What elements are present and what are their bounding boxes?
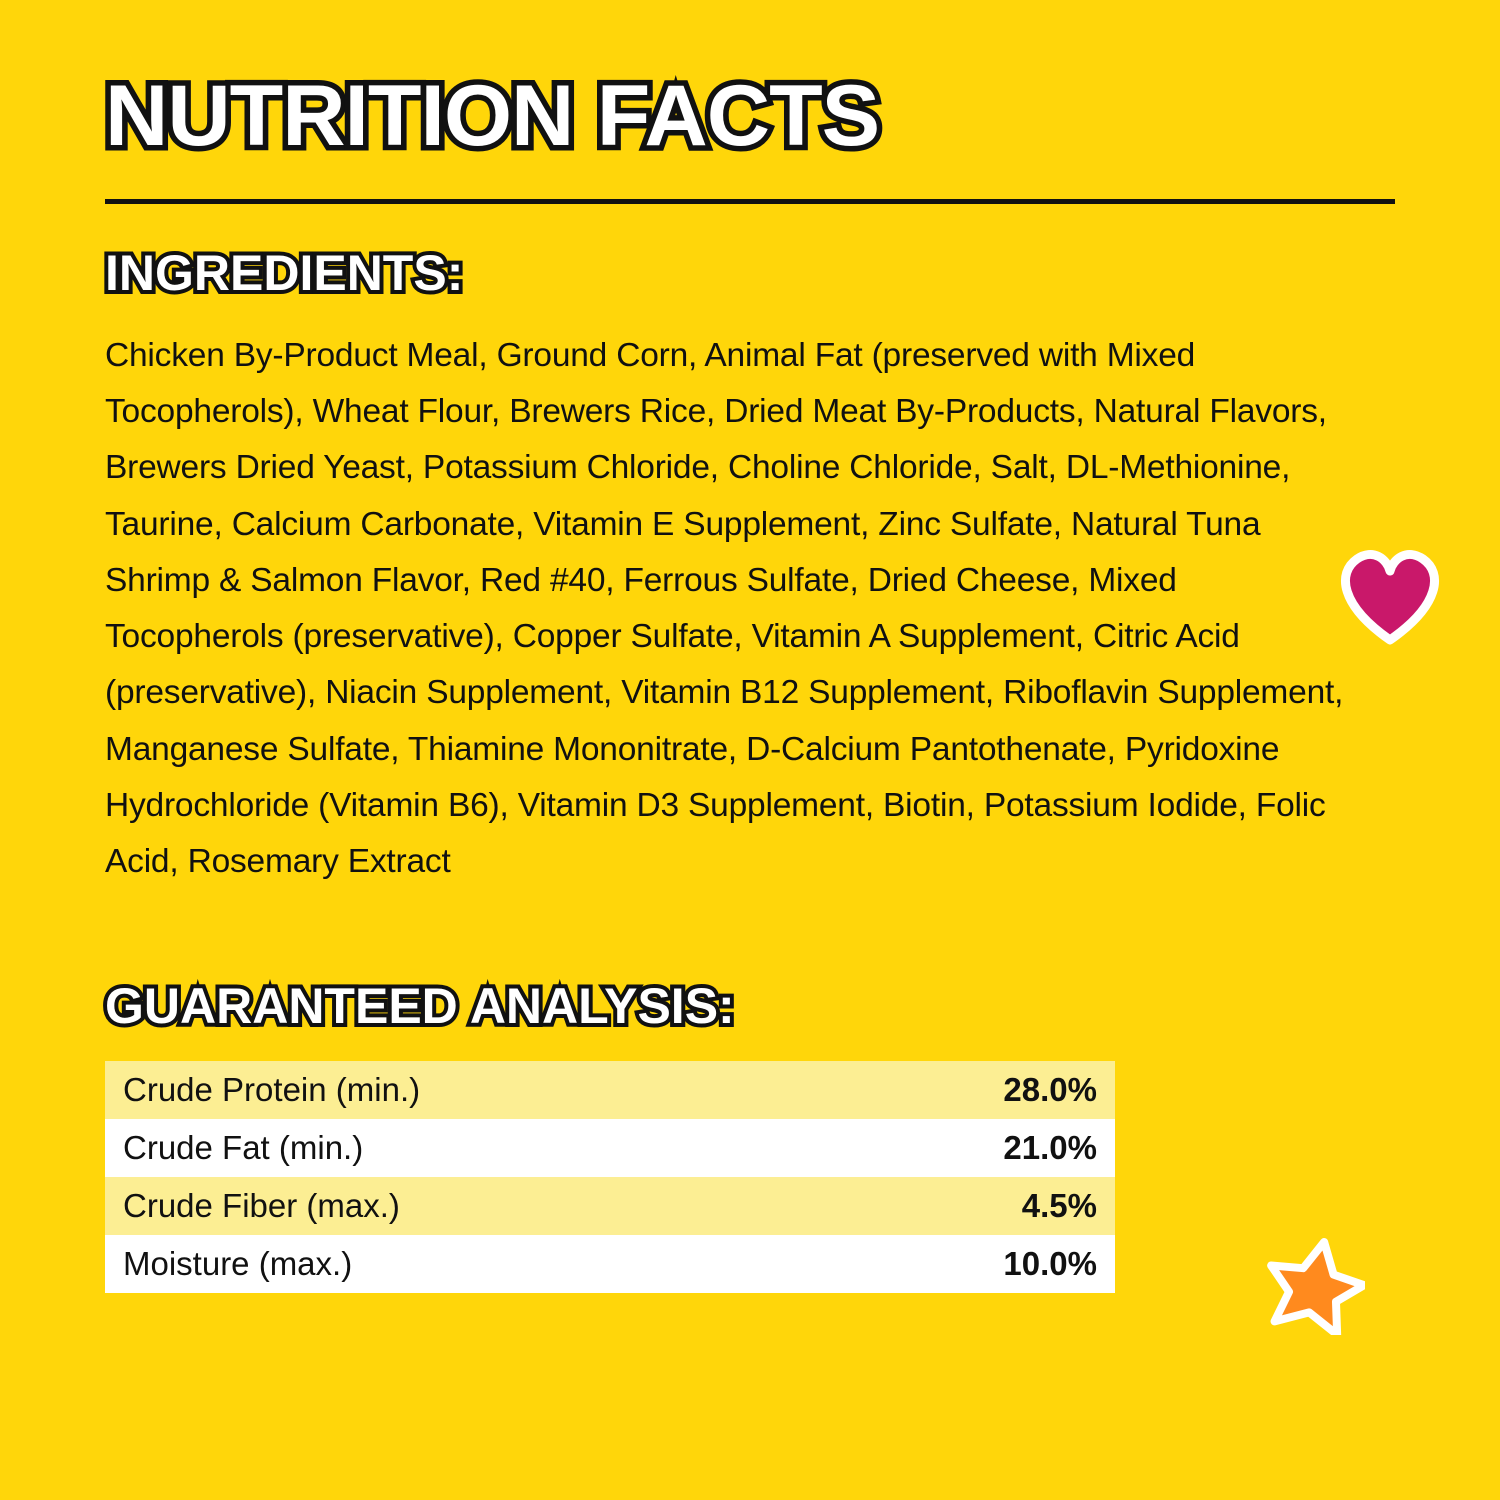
analysis-label: Crude Protein (min.) [123, 1070, 421, 1108]
title-divider [105, 199, 1395, 204]
table-row [105, 1177, 1115, 1235]
page-title: NUTRITION FACTS [105, 68, 880, 164]
analysis-label: Crude Fiber (max.) [123, 1186, 400, 1224]
analysis-value: 4.5% [1021, 1186, 1097, 1224]
table-row [105, 1235, 1115, 1293]
table-row [105, 1119, 1115, 1177]
analysis-value: 28.0% [1003, 1070, 1097, 1108]
analysis-label: Crude Fat (min.) [123, 1128, 364, 1166]
guaranteed-analysis-block [105, 977, 1395, 1293]
analysis-value: 10.0% [1003, 1244, 1097, 1282]
table-row [105, 1061, 1115, 1119]
heart-icon [1335, 545, 1445, 645]
ingredients-text: Chicken By-Product Meal, Ground Corn, Animal Fat (preserved with Mixed Tocopherols), Wheat Flour, Brewers Rice, Dried Meat By-Products, Natural Flavors, Brewers Dried Yeast, Potassium Chloride, Choline Chloride, Salt, DL-Methionine, Taurine, Calcium Carbonate, Vitamin E Supplement, Zinc Sulfate, Natural Tuna Shrimp & Salmon Flavor, Red #40, Ferrous Sulfate, Dried Cheese, Mixed Tocopherols (preservative), Copper Sulfate, Vitamin A Supplement, Citric Acid (preservative), Niacin Supplement, Vitamin B12 Supplement, Riboflavin Supplement, Manganese Sulfate, Thiamine Mononitrate, D-Calcium Pantothenate, Pyridoxine Hydrochloride (Vitamin B6), Vitamin D3 Supplement, Biotin, Potassium Iodide, Folic Acid, Rosemary Extract [105, 336, 1344, 881]
analysis-value: 21.0% [1003, 1128, 1097, 1166]
star-icon [1265, 1235, 1365, 1335]
guaranteed-analysis-table [105, 1061, 1115, 1293]
analysis-label: Moisture (max.) [123, 1244, 353, 1282]
ingredients-heading: INGREDIENTS: [105, 244, 464, 301]
guaranteed-analysis-heading: GUARANTEED ANALYSIS: [105, 977, 735, 1034]
